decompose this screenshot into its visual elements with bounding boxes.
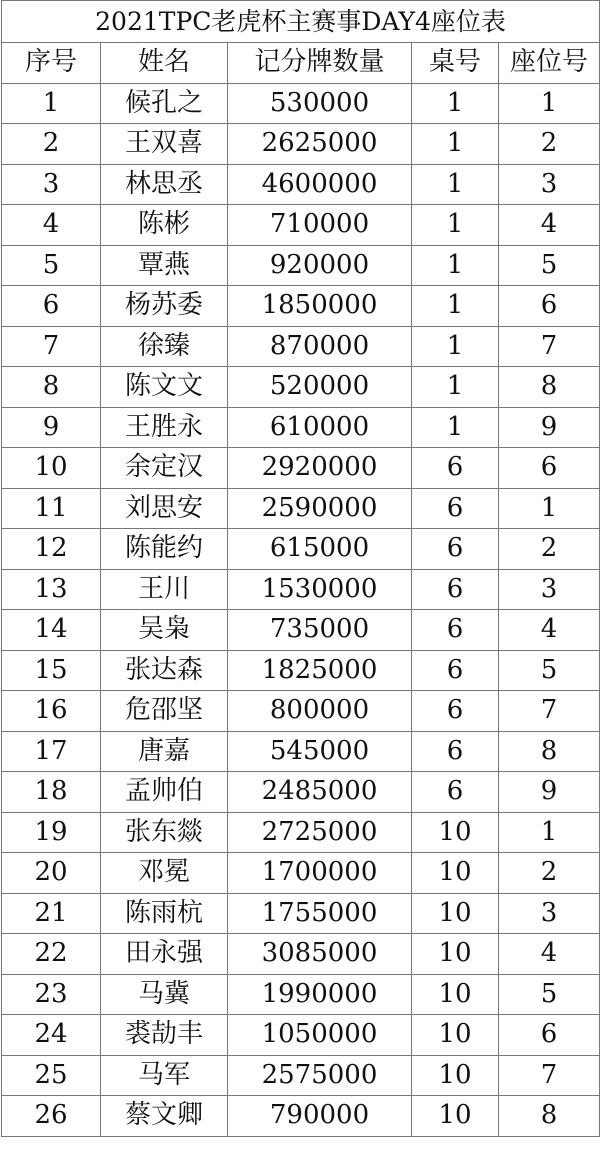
cell-name: 孟帅伯 — [101, 772, 228, 813]
cell-table: 6 — [412, 488, 499, 529]
cell-index: 2 — [2, 124, 101, 165]
cell-chips: 1990000 — [228, 974, 412, 1015]
cell-index: 1 — [2, 83, 101, 124]
cell-seat: 1 — [499, 488, 600, 529]
title-row — [2, 1, 600, 43]
cell-index: 11 — [2, 488, 101, 529]
cell-name: 马军 — [101, 1055, 228, 1096]
cell-chips: 1755000 — [228, 893, 412, 934]
cell-chips: 1825000 — [228, 650, 412, 691]
table-row — [2, 164, 600, 205]
cell-table: 10 — [412, 1055, 499, 1096]
cell-seat: 3 — [499, 893, 600, 934]
cell-seat: 1 — [499, 83, 600, 124]
cell-seat: 6 — [499, 286, 600, 327]
cell-chips: 2485000 — [228, 772, 412, 813]
cell-seat: 1 — [499, 812, 600, 853]
cell-name: 陈雨杭 — [101, 893, 228, 934]
cell-seat: 3 — [499, 164, 600, 205]
cell-chips: 2725000 — [228, 812, 412, 853]
cell-name: 候孔之 — [101, 83, 228, 124]
cell-index: 24 — [2, 1015, 101, 1056]
table-row — [2, 650, 600, 691]
cell-name: 覃燕 — [101, 245, 228, 286]
cell-seat: 8 — [499, 367, 600, 408]
cell-index: 12 — [2, 529, 101, 570]
cell-name: 唐嘉 — [101, 731, 228, 772]
table-row — [2, 367, 600, 408]
cell-name: 危邵坚 — [101, 691, 228, 732]
cell-index: 10 — [2, 448, 101, 489]
cell-chips: 735000 — [228, 610, 412, 651]
cell-table: 6 — [412, 448, 499, 489]
cell-name: 刘思安 — [101, 488, 228, 529]
table-row — [2, 610, 600, 651]
cell-name: 徐臻 — [101, 326, 228, 367]
cell-index: 21 — [2, 893, 101, 934]
cell-name: 张达森 — [101, 650, 228, 691]
cell-index: 16 — [2, 691, 101, 732]
table-row — [2, 974, 600, 1015]
seating-table — [1, 0, 600, 1137]
cell-index: 22 — [2, 934, 101, 975]
cell-table: 6 — [412, 691, 499, 732]
cell-table: 10 — [412, 853, 499, 894]
table-row — [2, 529, 600, 570]
cell-index: 18 — [2, 772, 101, 813]
cell-index: 20 — [2, 853, 101, 894]
cell-table: 6 — [412, 569, 499, 610]
cell-chips: 520000 — [228, 367, 412, 408]
cell-name: 邓冕 — [101, 853, 228, 894]
cell-chips: 1850000 — [228, 286, 412, 327]
cell-chips: 3085000 — [228, 934, 412, 975]
cell-index: 6 — [2, 286, 101, 327]
cell-index: 13 — [2, 569, 101, 610]
table-row — [2, 205, 600, 246]
table-row — [2, 407, 600, 448]
cell-name: 张东燚 — [101, 812, 228, 853]
cell-seat: 7 — [499, 326, 600, 367]
cell-seat: 4 — [499, 934, 600, 975]
header-name: 姓名 — [101, 43, 228, 84]
cell-chips: 2575000 — [228, 1055, 412, 1096]
cell-seat: 5 — [499, 245, 600, 286]
cell-seat: 4 — [499, 205, 600, 246]
cell-chips: 710000 — [228, 205, 412, 246]
table-row — [2, 1096, 600, 1137]
cell-table: 1 — [412, 367, 499, 408]
cell-index: 15 — [2, 650, 101, 691]
cell-table: 1 — [412, 124, 499, 165]
cell-chips: 4600000 — [228, 164, 412, 205]
table-row — [2, 1055, 600, 1096]
cell-index: 8 — [2, 367, 101, 408]
table-title: 2021TPC老虎杯主赛事DAY4座位表 — [2, 1, 600, 43]
cell-name: 林思丞 — [101, 164, 228, 205]
header-index: 序号 — [2, 43, 101, 84]
cell-name: 陈能约 — [101, 529, 228, 570]
cell-name: 王胜永 — [101, 407, 228, 448]
table-row — [2, 286, 600, 327]
table-row — [2, 731, 600, 772]
cell-chips: 870000 — [228, 326, 412, 367]
cell-chips: 2920000 — [228, 448, 412, 489]
cell-seat: 2 — [499, 124, 600, 165]
table-row — [2, 853, 600, 894]
cell-table: 6 — [412, 610, 499, 651]
table-row — [2, 124, 600, 165]
cell-index: 19 — [2, 812, 101, 853]
cell-chips: 1700000 — [228, 853, 412, 894]
cell-table: 1 — [412, 407, 499, 448]
cell-table: 1 — [412, 83, 499, 124]
cell-table: 1 — [412, 326, 499, 367]
cell-seat: 5 — [499, 650, 600, 691]
cell-chips: 920000 — [228, 245, 412, 286]
cell-index: 3 — [2, 164, 101, 205]
cell-seat: 8 — [499, 1096, 600, 1137]
cell-table: 10 — [412, 1096, 499, 1137]
cell-chips: 800000 — [228, 691, 412, 732]
cell-name: 田永强 — [101, 934, 228, 975]
table-row — [2, 812, 600, 853]
cell-index: 17 — [2, 731, 101, 772]
table-row — [2, 448, 600, 489]
table-row — [2, 772, 600, 813]
header-seat: 座位号 — [499, 43, 600, 84]
table-row — [2, 326, 600, 367]
cell-chips: 2625000 — [228, 124, 412, 165]
cell-chips: 2590000 — [228, 488, 412, 529]
cell-seat: 5 — [499, 974, 600, 1015]
cell-table: 10 — [412, 934, 499, 975]
cell-name: 余定汉 — [101, 448, 228, 489]
cell-index: 7 — [2, 326, 101, 367]
cell-table: 6 — [412, 650, 499, 691]
cell-seat: 9 — [499, 772, 600, 813]
cell-chips: 1050000 — [228, 1015, 412, 1056]
cell-table: 10 — [412, 893, 499, 934]
cell-seat: 6 — [499, 448, 600, 489]
cell-table: 1 — [412, 286, 499, 327]
cell-name: 吴枭 — [101, 610, 228, 651]
cell-chips: 530000 — [228, 83, 412, 124]
table-row — [2, 893, 600, 934]
cell-index: 9 — [2, 407, 101, 448]
cell-table: 10 — [412, 812, 499, 853]
table-row — [2, 691, 600, 732]
cell-name: 王双喜 — [101, 124, 228, 165]
cell-index: 26 — [2, 1096, 101, 1137]
cell-table: 6 — [412, 529, 499, 570]
table-row — [2, 245, 600, 286]
table-row — [2, 83, 600, 124]
cell-name: 蔡文卿 — [101, 1096, 228, 1137]
cell-table: 1 — [412, 164, 499, 205]
cell-name: 杨苏委 — [101, 286, 228, 327]
cell-chips: 545000 — [228, 731, 412, 772]
cell-seat: 6 — [499, 1015, 600, 1056]
cell-table: 6 — [412, 772, 499, 813]
cell-index: 4 — [2, 205, 101, 246]
table-body — [2, 83, 600, 1136]
header-chips: 记分牌数量 — [228, 43, 412, 84]
table-row — [2, 569, 600, 610]
cell-chips: 1530000 — [228, 569, 412, 610]
cell-table: 10 — [412, 1015, 499, 1056]
cell-seat: 7 — [499, 1055, 600, 1096]
cell-index: 25 — [2, 1055, 101, 1096]
cell-name: 裘劼丰 — [101, 1015, 228, 1056]
table-row — [2, 488, 600, 529]
cell-seat: 4 — [499, 610, 600, 651]
cell-chips: 610000 — [228, 407, 412, 448]
cell-index: 14 — [2, 610, 101, 651]
cell-index: 23 — [2, 974, 101, 1015]
header-table: 桌号 — [412, 43, 499, 84]
table-row — [2, 934, 600, 975]
cell-table: 1 — [412, 245, 499, 286]
cell-seat: 9 — [499, 407, 600, 448]
cell-seat: 3 — [499, 569, 600, 610]
cell-table: 1 — [412, 205, 499, 246]
header-row — [2, 43, 600, 84]
cell-seat: 2 — [499, 853, 600, 894]
cell-name: 陈文文 — [101, 367, 228, 408]
cell-name: 王川 — [101, 569, 228, 610]
cell-name: 马冀 — [101, 974, 228, 1015]
cell-seat: 2 — [499, 529, 600, 570]
cell-chips: 790000 — [228, 1096, 412, 1137]
table-row — [2, 1015, 600, 1056]
cell-table: 6 — [412, 731, 499, 772]
cell-table: 10 — [412, 974, 499, 1015]
cell-name: 陈彬 — [101, 205, 228, 246]
cell-index: 5 — [2, 245, 101, 286]
cell-chips: 615000 — [228, 529, 412, 570]
cell-seat: 7 — [499, 691, 600, 732]
cell-seat: 8 — [499, 731, 600, 772]
